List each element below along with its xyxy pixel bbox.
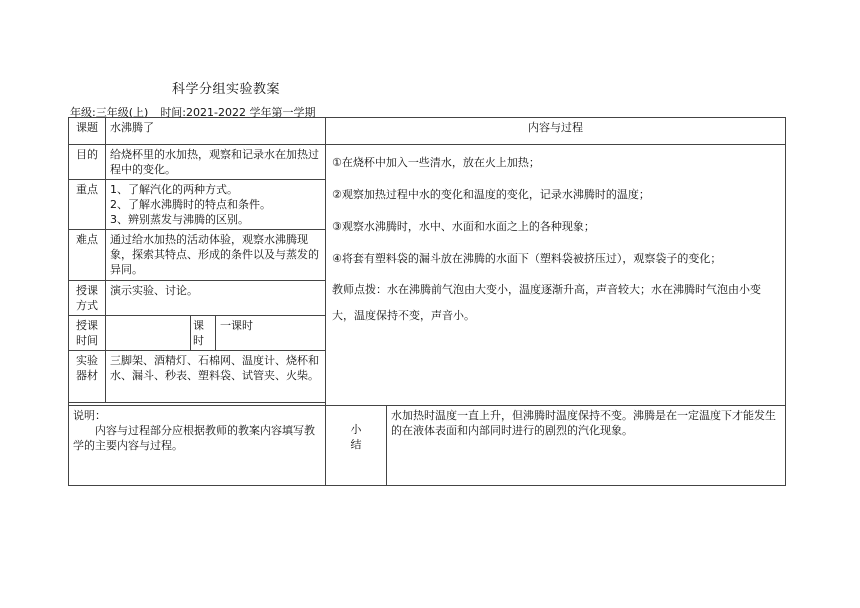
equipment-value: 三脚架、酒精灯、石棉网、温度计、烧杯和水、漏斗、秒表、塑料袋、试管夹、火柴。 [106, 351, 326, 403]
table-row-bottom [69, 406, 786, 486]
lesson-plan-table-wrapper [68, 117, 786, 486]
key-item: 3、辨别蒸发与沸腾的区别。 [110, 213, 249, 226]
process-step: ④将套有塑料袋的漏斗放在沸腾的水面下（塑料袋被挤压过），观察袋子的变化； [332, 252, 722, 265]
difficulty-label: 难点 [69, 230, 106, 281]
key-value [106, 180, 326, 230]
duration-blank [106, 316, 191, 351]
topic-label: 课题 [69, 118, 106, 145]
grade-label: 年级: [70, 106, 96, 119]
teacher-note: 教师点拨：水在沸腾前气泡由大变小，温度逐渐升高，声音较大；水在沸腾时气泡由小变大，温度保持不变，声音小。 [332, 283, 762, 322]
explanation-body: 内容与过程部分应根据教师的教案内容填写教学的主要内容与过程。 [73, 424, 315, 452]
summary-label-char: 小 [350, 423, 362, 436]
difficulty-value: 通过给水加热的活动体验，观察水沸腾现象，探索其特点、形成的条件以及与蒸发的异同。 [106, 230, 326, 281]
summary-label [326, 406, 387, 486]
summary-label-char: 结 [350, 438, 362, 451]
lesson-plan-table [68, 117, 786, 486]
explanation-cell [69, 406, 326, 486]
method-value: 演示实验、讨论。 [106, 281, 326, 316]
topic-value: 水沸腾了 [106, 118, 326, 145]
table-row-goal [69, 145, 786, 180]
process-step: ①在烧杯中加入一些清水，放在火上加热； [332, 156, 540, 169]
key-item: 1、了解汽化的两种方式。 [110, 183, 238, 196]
goal-value: 给烧杯里的水加热，观察和记录水在加热过程中的变化。 [106, 145, 326, 180]
key-item: 2、了解水沸腾时的特点和条件。 [110, 198, 271, 211]
table-row-topic [69, 118, 786, 145]
process-header: 内容与过程 [326, 118, 786, 145]
equipment-label: 实验器材 [69, 351, 106, 403]
summary-value: 水加热时温度一直上升，但沸腾时温度保持不变。沸腾是在一定温度下才能发生的在液体表面和内部同时进行的剧烈的汽化现象。 [387, 406, 786, 486]
grade-value: 三年级(上) [95, 106, 149, 119]
period-value: 一课时 [216, 316, 326, 351]
document-title: 科学分组实验教案 [172, 82, 281, 97]
method-label: 授课方式 [69, 281, 106, 316]
period-label: 课时 [191, 316, 216, 351]
goal-label: 目的 [69, 145, 106, 180]
key-label: 重点 [69, 180, 106, 230]
time-value: 2021-2022 学年第一学期 [186, 106, 316, 119]
time-label: 时间: [160, 106, 187, 119]
process-cell [326, 145, 786, 406]
process-step: ③观察水沸腾时，水中、水面和水面之上的各种现象； [332, 220, 595, 233]
process-step: ②观察加热过程中水的变化和温度的变化，记录水沸腾时的温度； [332, 188, 650, 201]
duration-label: 授课时间 [69, 316, 106, 351]
explanation-title: 说明： [73, 409, 106, 422]
